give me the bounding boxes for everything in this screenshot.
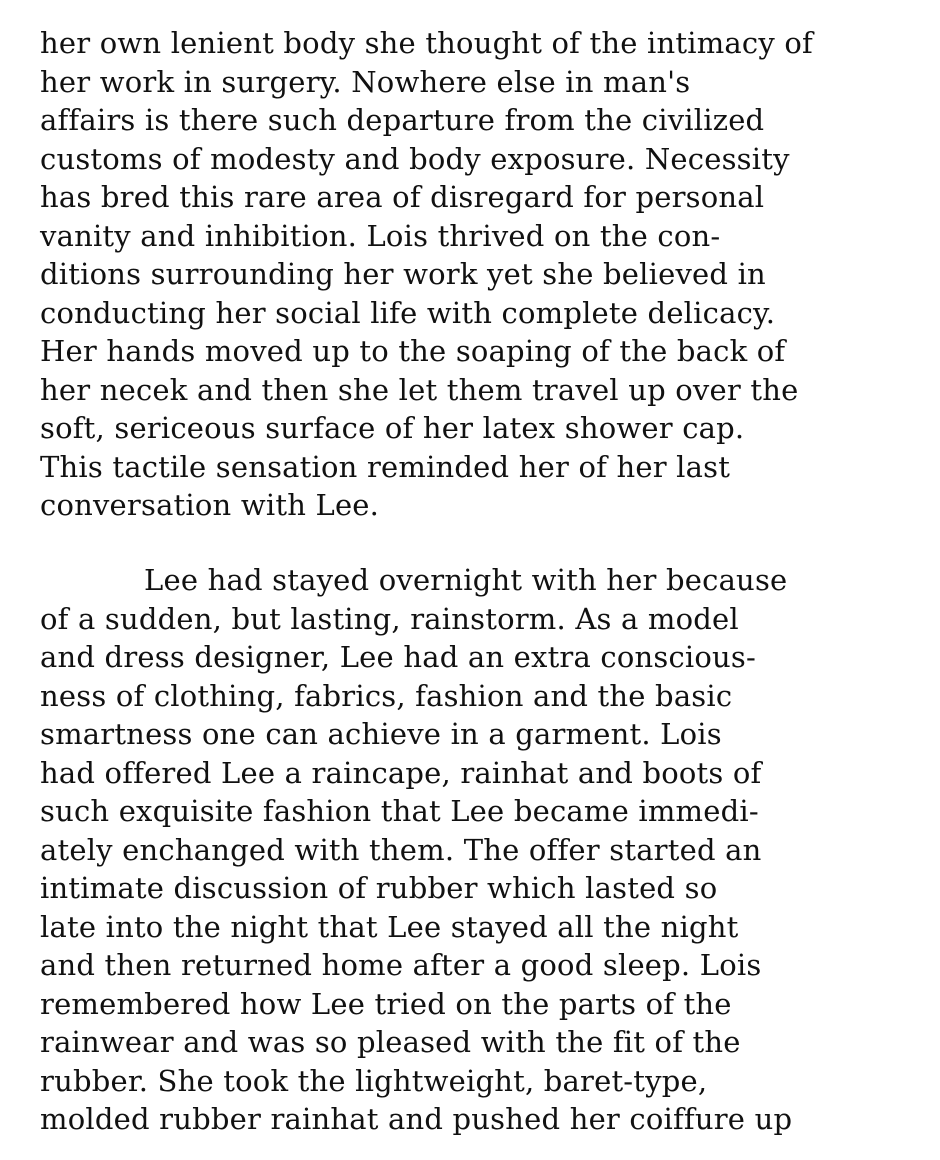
text-line: vanity and inhibition. Lois thrived on the con- — [40, 218, 721, 253]
text-line: customs of modesty and body exposure. Necessity — [40, 141, 790, 176]
text-line: This tactile sensation reminded her of her last — [40, 449, 731, 484]
text-line: soft, sericeous surface of her latex shower cap. — [40, 411, 745, 445]
text-line: and dress designer, Lee had an extra conscious- — [40, 640, 756, 674]
text-line: remembered how Lee tried on the parts of the — [40, 986, 732, 1021]
text-line: intimate discussion of rubber which lasted so — [40, 871, 718, 905]
paragraph-1 — [40, 24, 920, 525]
text-line: of a sudden, but lasting, rainstorm. As a model — [40, 601, 739, 636]
text-line: rainwear and was so pleased with the fit of the — [40, 1025, 741, 1059]
text-line: smartness one can achieve in a garment. Lois — [40, 717, 722, 751]
text-line: conducting her social life with complete delicacy. — [40, 295, 776, 330]
text-line: had offered Lee a raincape, rainhat and boots of — [40, 755, 762, 790]
paragraph-2 — [40, 561, 920, 1139]
text-line: her necek and then she let them travel up over the — [40, 372, 799, 407]
text-line: her own lenient body she thought of the intimacy of — [40, 26, 813, 60]
text-line: rubber. She took the lightweight, baret-type, — [40, 1063, 708, 1098]
text-line: and then returned home after a good sleep. Lois — [40, 948, 762, 982]
text-line: her work in surgery. Nowhere else in man's — [40, 64, 691, 99]
text-line: Her hands moved up to the soaping of the back of — [40, 334, 786, 368]
text-line: ness of clothing, fabrics, fashion and the basic — [40, 678, 733, 713]
text-line: conversation with Lee. — [40, 488, 380, 522]
text-line: molded rubber rainhat and pushed her coiffure up — [40, 1102, 793, 1136]
text-line: such exquisite fashion that Lee became immedi- — [40, 794, 759, 828]
text-line: late into the night that Lee stayed all the night — [40, 909, 739, 944]
text-line: Lee had stayed overnight with her because — [144, 563, 788, 597]
text-line: affairs is there such departure from the civilized — [40, 103, 765, 137]
text-line: has bred this rare area of disregard for personal — [40, 180, 765, 214]
text-line: ately enchanged with them. The offer started an — [40, 832, 762, 867]
text-line: ditions surrounding her work yet she believed in — [40, 257, 766, 291]
